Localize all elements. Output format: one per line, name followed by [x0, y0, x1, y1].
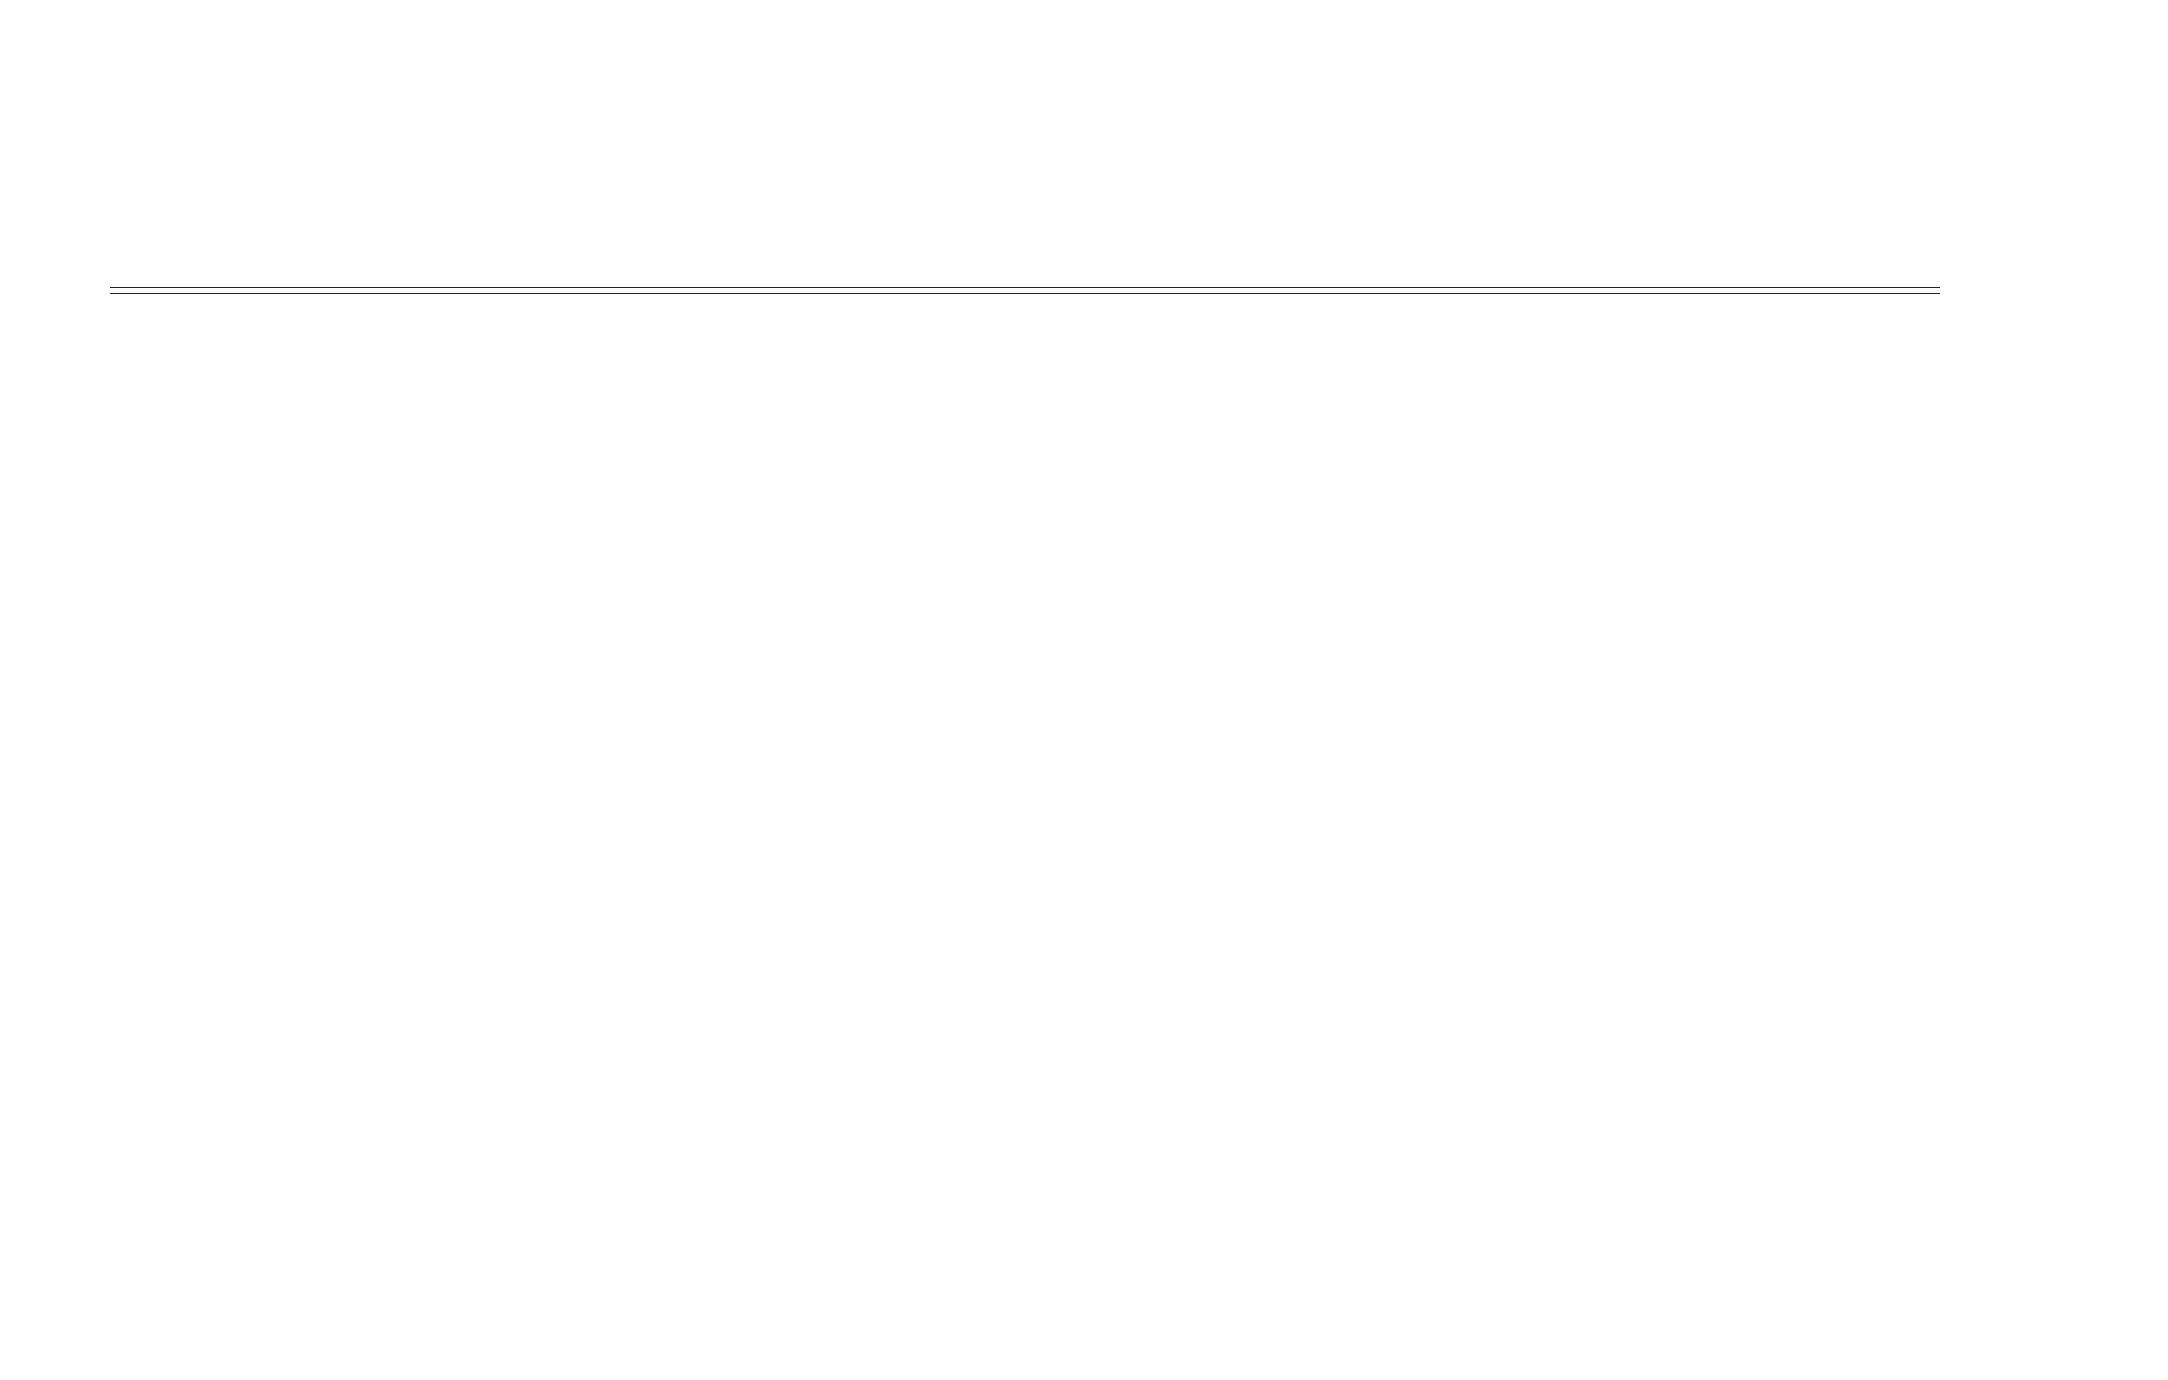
top-rule [110, 287, 1940, 288]
top-rule-2 [110, 293, 1940, 294]
